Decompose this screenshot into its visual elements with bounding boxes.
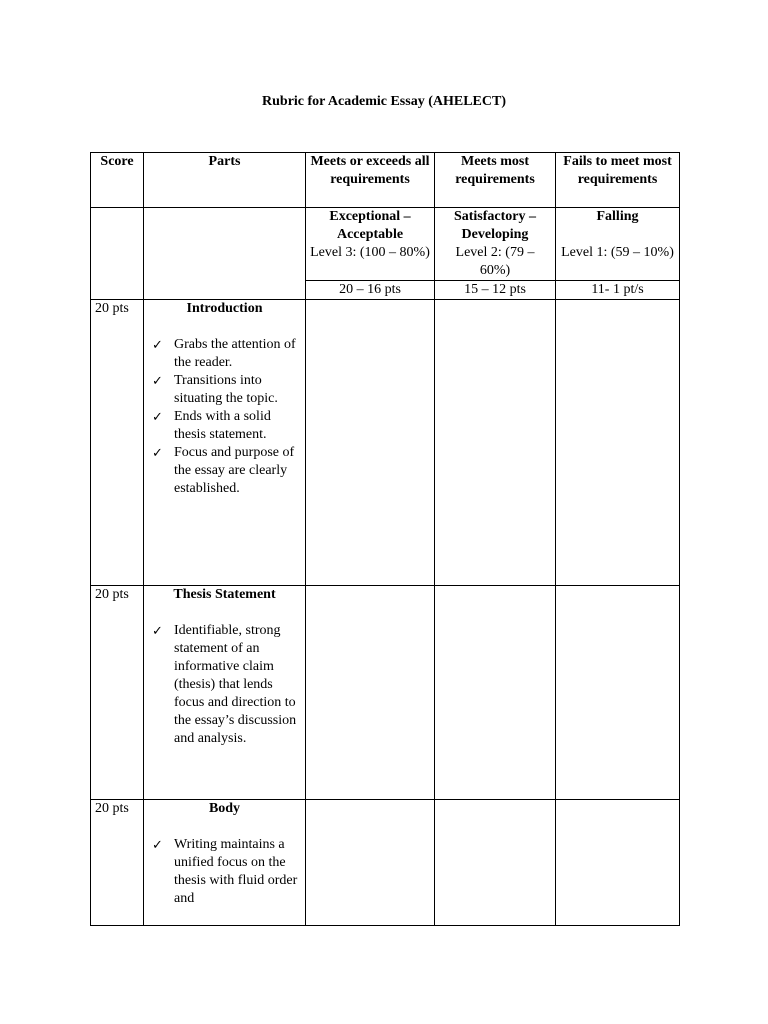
level2-name: Satisfactory – Developing <box>453 209 537 242</box>
criterion-text: Writing maintains a unified focus on the thesis with fluid order and <box>174 837 298 906</box>
list-item <box>152 622 301 748</box>
level2-rating-cell <box>435 586 556 800</box>
level-empty-score <box>91 208 144 300</box>
header-level2: Meets most requirements <box>435 153 556 208</box>
section-parts <box>144 586 306 800</box>
criteria-list <box>148 622 301 748</box>
header-parts: Parts <box>144 153 306 208</box>
level1-range: Level 1: (59 – 10%) <box>561 245 674 260</box>
level1-rating-cell <box>556 586 680 800</box>
level1-rating-cell <box>556 300 680 586</box>
level3-cell <box>306 208 435 281</box>
document-title: Rubric for Academic Essay (AHELECT) <box>262 94 506 109</box>
level2-cell <box>435 208 556 281</box>
checkmark-icon: ✓ <box>152 337 163 352</box>
checkmark-icon: ✓ <box>152 373 163 388</box>
level2-points: 15 – 12 pts <box>435 281 556 300</box>
checkmark-icon: ✓ <box>152 445 163 460</box>
criterion-text: Transitions into situating the topic. <box>174 373 278 406</box>
section-score: 20 pts <box>91 586 144 800</box>
level2-range: Level 2: (79 – 60%) <box>455 245 535 278</box>
section-title: Introduction <box>186 301 263 316</box>
level2-rating-cell <box>435 800 556 926</box>
section-score: 20 pts <box>91 300 144 586</box>
level1-points: 11- 1 pt/s <box>556 281 680 300</box>
list-item <box>152 372 301 408</box>
section-title: Body <box>208 801 241 816</box>
level1-cell <box>556 208 680 281</box>
level-row <box>91 208 680 281</box>
section-row-thesis <box>91 586 680 800</box>
section-score: 20 pts <box>91 800 144 926</box>
level3-rating-cell <box>306 800 435 926</box>
section-parts <box>144 300 306 586</box>
section-row-introduction <box>91 300 680 586</box>
section-row-body <box>91 800 680 926</box>
level2-rating-cell <box>435 300 556 586</box>
list-item <box>152 408 301 444</box>
level3-name: Exceptional – Acceptable <box>329 209 411 242</box>
header-level3: Meets or exceeds all requirements <box>306 153 435 208</box>
criterion-text: Identifiable, strong statement of an informative claim (thesis) that lends focus and direction to the essay’s discussion and analysis. <box>174 623 297 746</box>
level3-rating-cell <box>306 300 435 586</box>
list-item <box>152 336 301 372</box>
criterion-text: Grabs the attention of the reader. <box>174 337 296 370</box>
level3-rating-cell <box>306 586 435 800</box>
list-item <box>152 444 301 498</box>
checkmark-icon: ✓ <box>152 409 163 424</box>
section-title: Thesis Statement <box>173 587 276 602</box>
level1-rating-cell <box>556 800 680 926</box>
header-score: Score <box>91 153 144 208</box>
checkmark-icon: ✓ <box>152 623 163 638</box>
level1-name: Falling <box>596 209 639 224</box>
criteria-list <box>148 336 301 498</box>
level-empty-parts <box>144 208 306 300</box>
criterion-text: Focus and purpose of the essay are clearly established. <box>174 445 295 496</box>
header-row <box>91 153 680 208</box>
rubric-table <box>90 152 680 926</box>
criteria-list <box>148 836 301 908</box>
header-level1: Fails to meet most requirements <box>556 153 680 208</box>
criterion-text: Ends with a solid thesis statement. <box>174 409 271 442</box>
list-item <box>152 836 301 908</box>
level3-range: Level 3: (100 – 80%) <box>310 245 430 260</box>
checkmark-icon: ✓ <box>152 837 163 852</box>
section-parts <box>144 800 306 926</box>
level3-points: 20 – 16 pts <box>306 281 435 300</box>
